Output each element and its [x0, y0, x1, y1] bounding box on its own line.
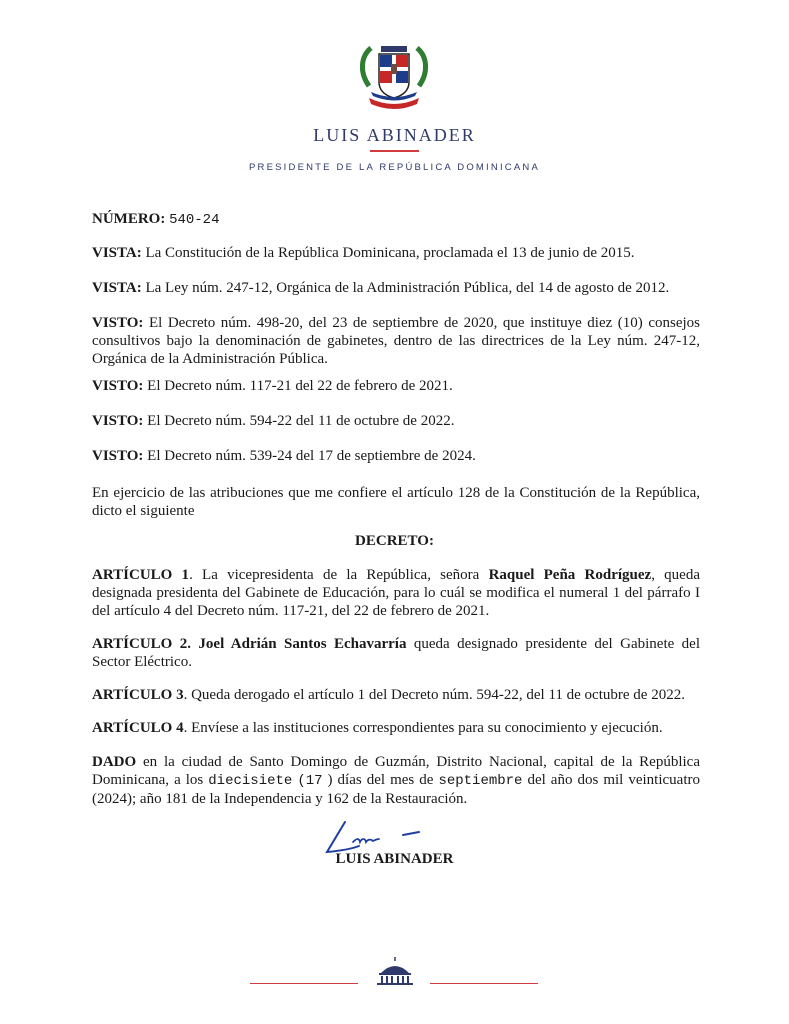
visto-label: VISTO: — [92, 378, 144, 394]
dado-text: ) días del mes de — [327, 772, 439, 788]
footer-rule-left — [250, 983, 358, 984]
visto-paragraph-6 — [92, 447, 700, 465]
dado-day-words: diecisiete — [208, 773, 293, 789]
decree-number-label: NÚMERO: — [92, 211, 166, 227]
dado-paragraph — [92, 753, 700, 808]
article-label: ARTÍCULO 1 — [92, 567, 190, 583]
vista-text: La Constitución de la República Dominicana, proclamada el 13 de junio de 2015. — [145, 245, 635, 261]
dado-day-number: (17 — [297, 773, 323, 789]
article-1-paragraph — [92, 566, 700, 620]
vista-label: VISTA: — [92, 280, 142, 296]
visto-paragraph-4 — [92, 377, 700, 395]
article-4-paragraph — [92, 719, 700, 737]
article-2-paragraph — [92, 635, 700, 671]
article-text: queda designado presidente del Gabinete del Sector Eléctrico. — [92, 636, 700, 670]
president-name-header: LUIS ABINADER — [313, 125, 476, 145]
vista-label: VISTA: — [92, 245, 142, 261]
visto-text: El Decreto núm. 498-20, del 23 de septiembre de 2020, que instituye diez (10) consejos consultivos bajo la denominación de gabinetes, dentro de las directrices de la Ley núm. 247-12, Orgánica de la Administración Pública. — [92, 315, 700, 367]
dado-label: DADO — [92, 754, 137, 770]
preamble-paragraph: En ejercicio de las atribuciones que me confiere el artículo 128 de la Constitución de la República, dicto el siguiente — [92, 485, 700, 519]
dado-month: septiembre — [438, 773, 523, 789]
footer-rule-right — [430, 983, 538, 984]
decree-number-line — [92, 210, 700, 229]
palace-dome-icon — [372, 955, 418, 987]
coat-of-arms-emblem — [357, 38, 431, 112]
signatory-name: LUIS ABINADER — [335, 851, 454, 867]
visto-text: El Decreto núm. 594-22 del 11 de octubre de 2022. — [147, 413, 455, 429]
dado-text: en la ciudad de Santo Domingo de Guzmán, Distrito Nacional, capital de la República Dominicana, a los — [92, 754, 700, 788]
article-text: . La vicepresidenta de la República, señora — [189, 567, 489, 583]
article-label: ARTÍCULO 2. — [92, 636, 191, 652]
vista-paragraph-2 — [92, 279, 700, 297]
designated-person: Raquel Peña Rodríguez — [488, 567, 652, 583]
article-text: . Queda derogado el artículo 1 del Decreto núm. 594-22, del 11 de octubre de 2022. — [183, 687, 685, 703]
visto-paragraph-3 — [92, 314, 700, 368]
visto-text: El Decreto núm. 117-21 del 22 de febrero de 2021. — [147, 378, 453, 394]
president-title-header: PRESIDENTE DE LA REPÚBLICA DOMINICANA — [249, 162, 540, 173]
dado-text: del año dos mil veinticuatro (2024); año 181 de la Independencia y 162 de la Restauración. — [92, 772, 700, 807]
decree-heading: DECRETO: — [355, 533, 434, 549]
visto-text: El Decreto núm. 539-24 del 17 de septiembre de 2024. — [147, 448, 476, 464]
article-3-paragraph — [92, 686, 700, 704]
visto-label: VISTO: — [92, 315, 144, 331]
article-text: . Envíese a las instituciones correspondientes para su conocimiento y ejecución. — [183, 720, 663, 736]
designated-person: Joel Adrián Santos Echavarría — [198, 636, 407, 652]
article-label: ARTÍCULO 4 — [92, 720, 184, 736]
header-red-rule — [370, 150, 419, 152]
article-text: , queda designada presidenta del Gabinete de Educación, para lo cuál se modifica el numeral 1 del párrafo I del artículo 4 del Decreto núm. 117-21, del 22 de febrero de 2021. — [92, 567, 700, 619]
visto-label: VISTO: — [92, 413, 144, 429]
vista-paragraph-1 — [92, 244, 700, 262]
article-label: ARTÍCULO 3 — [92, 687, 184, 703]
vista-text: La Ley núm. 247-12, Orgánica de la Administración Pública, del 14 de agosto de 2012. — [145, 280, 670, 296]
visto-label: VISTO: — [92, 448, 144, 464]
visto-paragraph-5 — [92, 412, 700, 430]
decree-number-value: 540-24 — [169, 212, 220, 228]
